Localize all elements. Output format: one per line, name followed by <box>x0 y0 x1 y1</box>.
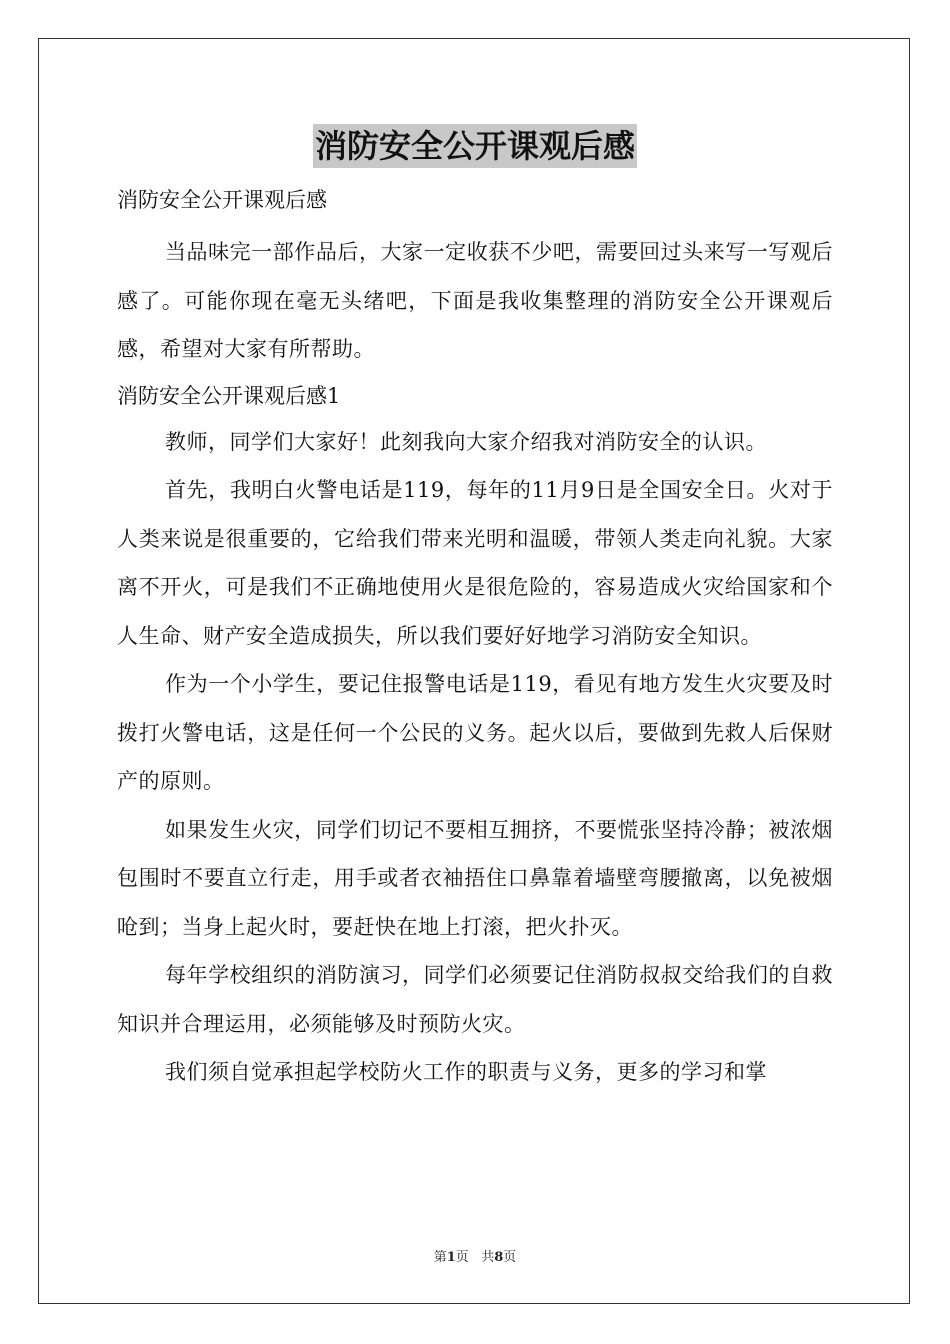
document-body <box>117 178 833 1097</box>
total-pages: 8 <box>494 1250 504 1265</box>
body-paragraph: 教师，同学们大家好！此刻我向大家介绍我对消防安全的认识。 <box>165 429 767 454</box>
body-paragraph: 作为一个小学生，要记住报警电话是119，看见有地方发生火灾要及时拨打火警电话，这是任何一个公民的义务。起火以后，要做到先救人后保财产的原则。 <box>117 672 833 793</box>
subtitle: 消防安全公开课观后感 <box>117 188 327 212</box>
total-suffix: 页 <box>503 1250 517 1265</box>
body-paragraph: 首先，我明白火警电话是119，每年的11月9日是全国安全日。火对于人类来说是很重要的，它给我们带来光明和温暖，带领人类走向礼貌。大家离不开火，可是我们不正确地使用火是很危险的，容易造成火灾给国家和个人生命、财产安全造成损失，所以我们要好好地学习消防安全知识。 <box>117 478 833 648</box>
section-heading: 消防安全公开课观后感1 <box>117 383 341 408</box>
body-paragraph: 我们须自觉承担起学校防火工作的职责与义务，更多的学习和掌 <box>165 1060 767 1084</box>
body-paragraph: 每年学校组织的消防演习，同学们必须要记住消防叔叔交给我们的自救知识并合理运用，必须能够及时预防火灾。 <box>117 963 833 1036</box>
page-suffix: 页 <box>455 1250 469 1265</box>
document-title: 消防安全公开课观后感 <box>313 124 637 168</box>
intro-paragraph: 当品味完一部作品后，大家一定收获不少吧，需要回过头来写一写观后感了。可能你现在毫无头绪吧，下面是我收集整理的消防安全公开课观后感，希望对大家有所帮助。 <box>117 240 833 361</box>
body-paragraph: 如果发生火灾，同学们切记不要相互拥挤，不要慌张坚持冷静；被浓烟包围时不要直立行走，用手或者衣袖捂住口鼻靠着墙壁弯腰撤离，以免被烟呛到；当身上起火时，要赶快在地上打滚，把火扑灭。 <box>117 817 833 939</box>
page-number: 1 <box>446 1250 456 1265</box>
title-container <box>0 124 950 168</box>
page-footer <box>0 1246 950 1265</box>
total-prefix: 共 <box>481 1250 495 1265</box>
page-prefix: 第 <box>433 1250 447 1265</box>
